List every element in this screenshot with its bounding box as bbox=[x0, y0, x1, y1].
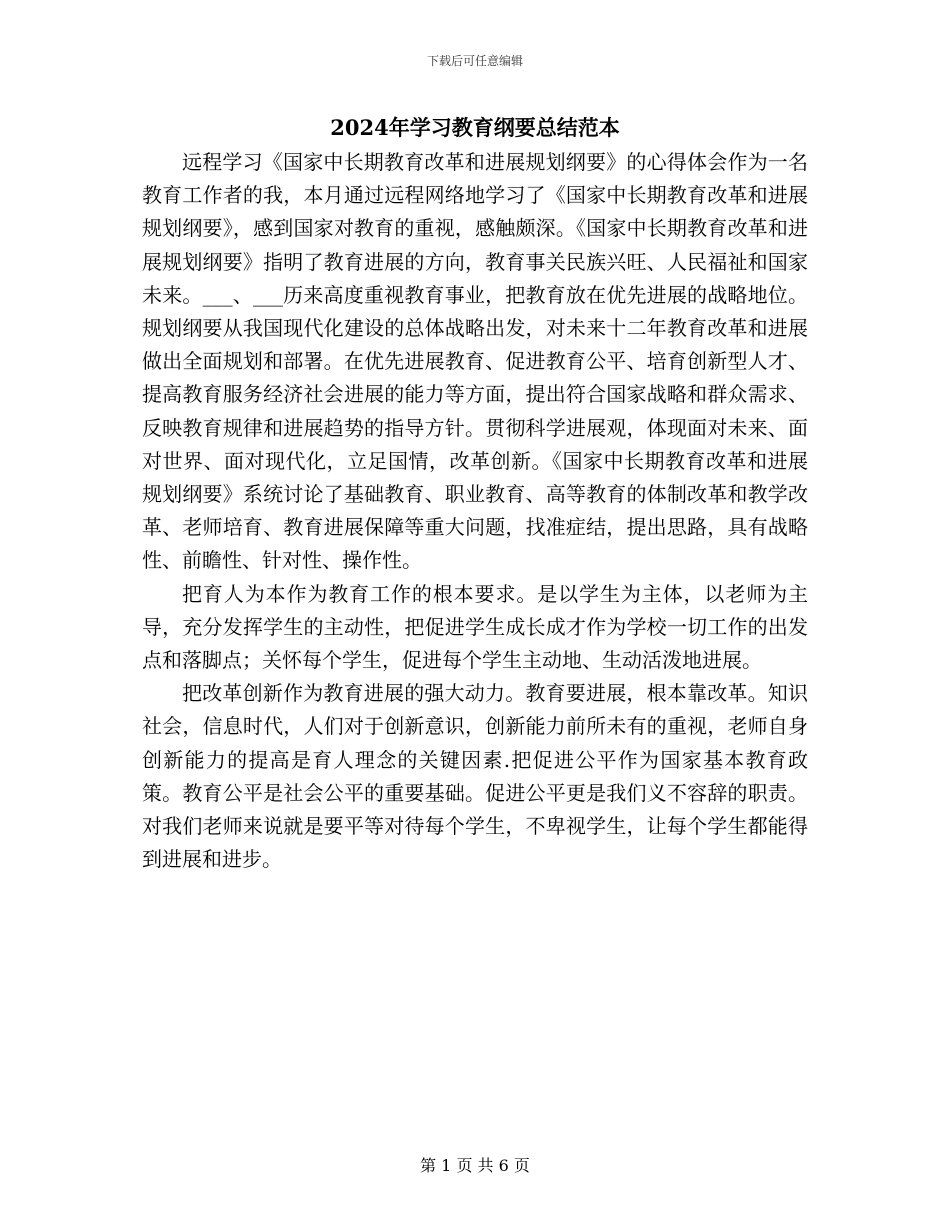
body-paragraph: 远程学习《国家中长期教育改革和进展规划纲要》的心得体会作为一名教育工作者的我，本月通过远程网络地学习了《国家中长期教育改革和进展规划纲要》，感到国家对教育的重视，感触颇深。《国家中长期教育改革和进展规划纲要》指明了教育进展的方向，教育事关民族兴旺、人民福祉和国家未来。___、___历来高度重视教育事业，把教育放在优先进展的战略地位。规划纲要从我国现代化建设的总体战略出发，对未来十二年教育改革和进展做出全面规划和部署。在优先进展教育、促进教育公平、培育创新型人才、提高教育服务经济社会进展的能力等方面，提出符合国家战略和群众需求、反映教育规律和进展趋势的指导方针。贯彻科学进展观，体现面对未来、面对世界、面对现代化，立足国情，改革创新。《国家中长期教育改革和进展规划纲要》系统讨论了基础教育、职业教育、高等教育的体制改革和教学改革、老师培育、教育进展保障等重大问题，找准症结，提出思路，具有战略性、前瞻性、针对性、操作性。 bbox=[142, 150, 808, 573]
body-paragraph: 把育人为本作为教育工作的根本要求。是以学生为主体，以老师为主导，充分发挥学生的主动性，把促进学生成长成才作为学校一切工作的出发点和落脚点；关怀每个学生，促进每个学生主动地、生动活泼地进展。 bbox=[142, 581, 808, 673]
body-paragraph: 把改革创新作为教育进展的强大动力。教育要进展，根本靠改革。知识社会，信息时代，人们对于创新意识，创新能力前所未有的重视，老师自身创新能力的提高是育人理念的关键因素.把促进公平作为国家基本教育政策。教育公平是社会公平的重要基础。促进公平更是我们义不容辞的职责。对我们老师来说就是要平等对待每个学生，不卑视学生，让每个学生都能得到进展和进步。 bbox=[142, 681, 808, 872]
document-body bbox=[142, 146, 808, 876]
header-note: 下载后可任意编辑 bbox=[426, 54, 523, 68]
document-title: 2024年学习教育纲要总结范本 bbox=[330, 115, 620, 140]
page-number: 第 1 页 共 6 页 bbox=[420, 1156, 530, 1175]
